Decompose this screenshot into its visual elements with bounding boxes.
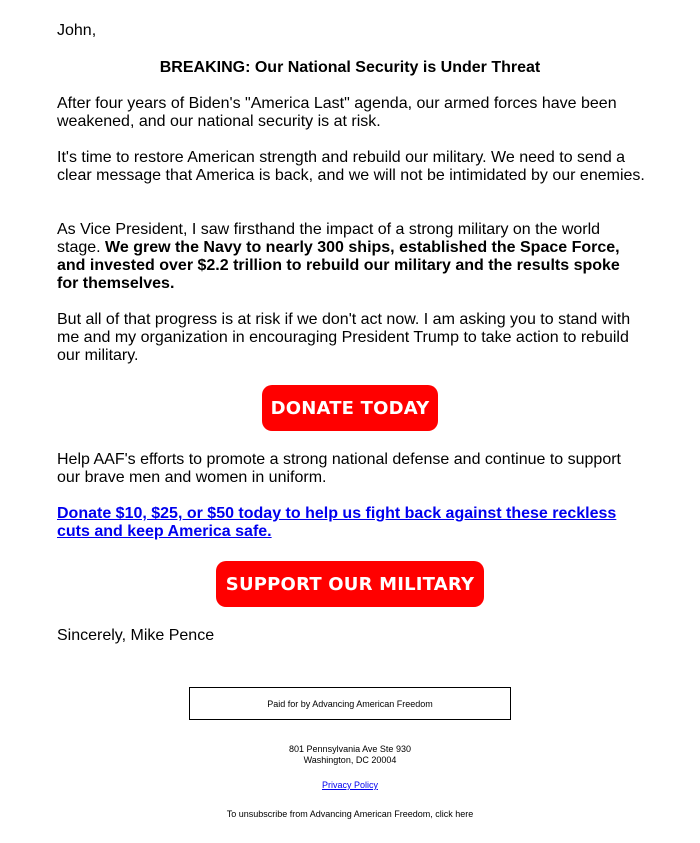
paragraph-help-aaf: Help AAF's efforts to promote a strong national defense and continue to support our brave men and women in uniform. [57, 451, 621, 486]
unsubscribe-text[interactable]: To unsubscribe from Advancing American Freedom, click here [226, 809, 474, 819]
privacy-row [0, 780, 700, 791]
greeting: John, [57, 22, 97, 39]
paragraph-vp-bold: We grew the Navy to nearly 300 ships, established the Space Force, and invested over $2.2 trillion to rebuild our military and the results spoke for themselves. [57, 239, 620, 292]
donate-today-button[interactable]: DONATE TODAY [262, 385, 438, 431]
donate-amounts-link[interactable]: Donate $10, $25, or $50 today to help us fight back against these reckless cuts and keep America safe. [57, 505, 617, 540]
paid-for-box [189, 687, 511, 720]
privacy-policy-link[interactable]: Privacy Policy [321, 780, 378, 790]
address-line-2: Washington, DC 20004 [303, 755, 397, 765]
paid-for-text: Paid for by Advancing American Freedom [267, 698, 433, 709]
support-military-button[interactable]: SUPPORT OUR MILITARY [216, 561, 484, 607]
paragraph-vice-president [57, 221, 645, 293]
paragraph-at-risk: But all of that progress is at risk if we don't act now. I am asking you to stand with me and my organization in encouraging President Trump to take action to rebuild our military. [57, 311, 631, 364]
paragraph-biden: After four years of Biden's "America Last" agenda, our armed forces have been weakened, and our national security is at risk. [57, 95, 617, 130]
paragraph-vp-intro: As Vice President, I saw firsthand the impact of a strong military on the world stage. [57, 221, 601, 256]
donate-link-paragraph [57, 505, 645, 541]
paragraph-restore: It's time to restore American strength and rebuild our military. We need to send a clear message that America is back, and we will not be intimidated by our enemies. [57, 149, 645, 184]
signoff: Sincerely, Mike Pence [57, 627, 215, 644]
headline: BREAKING: Our National Security is Under Threat [159, 59, 541, 76]
address-line-1: 801 Pennsylvania Ave Ste 930 [289, 744, 411, 754]
